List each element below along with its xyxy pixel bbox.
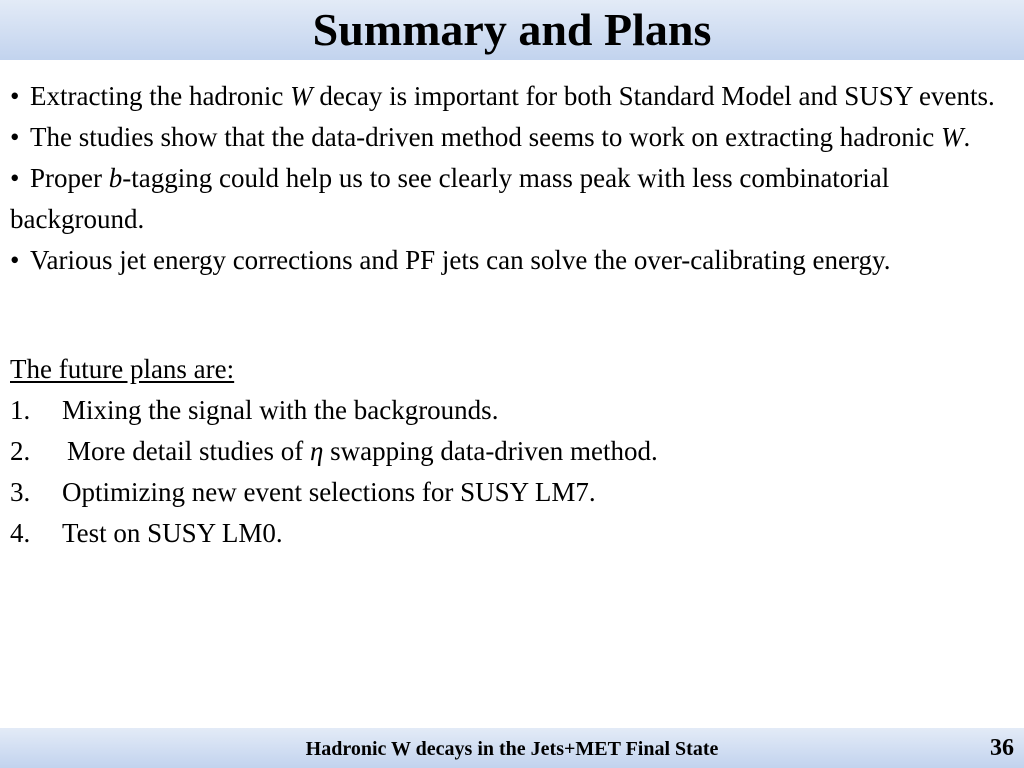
footer-title: Hadronic W decays in the Jets+MET Final State [305, 738, 719, 760]
variable-eta: η [309, 436, 324, 466]
bullet-item: • Extracting the hadronic W decay is important for both Standard Model and SUSY events. [10, 76, 1018, 117]
plan-text: Optimizing new event selections for SUSY LM7. [62, 477, 596, 507]
bullet-item: • Proper b-tagging could help us to see clearly mass peak with less combinatorial background. [10, 158, 1018, 240]
variable-w: W [941, 122, 964, 152]
bullet-marker: • [10, 163, 20, 193]
plan-item [10, 431, 1018, 472]
plan-item [10, 472, 1018, 513]
slide-title: Summary and Plans [312, 4, 712, 55]
bullet-item: • The studies show that the data-driven method seems to work on extracting hadronic W. [10, 117, 1018, 158]
plan-item [10, 513, 1018, 554]
plan-number: 4. [10, 518, 31, 548]
plan-text: More detail studies of η swapping data-driven method. [67, 436, 658, 466]
plan-text: Mixing the signal with the backgrounds. [62, 395, 499, 425]
variable-w: W [290, 81, 313, 111]
bullet-marker: • [10, 81, 20, 111]
spacer [10, 281, 1018, 349]
plan-number: 3. [10, 477, 31, 507]
plan-item [10, 390, 1018, 431]
page-number: 36 [990, 735, 1014, 761]
variable-b: b [108, 163, 123, 193]
plan-text: Test on SUSY LM0. [62, 518, 283, 548]
slide-content [10, 76, 1018, 554]
plans-heading: The future plans are: [10, 354, 235, 384]
bullet-marker: • [10, 245, 20, 275]
bullet-item: • Various jet energy corrections and PF jets can solve the over-calibrating energy. [10, 240, 1018, 281]
plan-number: 2. [10, 436, 31, 466]
bullet-marker: • [10, 122, 20, 152]
plan-number: 1. [10, 395, 31, 425]
